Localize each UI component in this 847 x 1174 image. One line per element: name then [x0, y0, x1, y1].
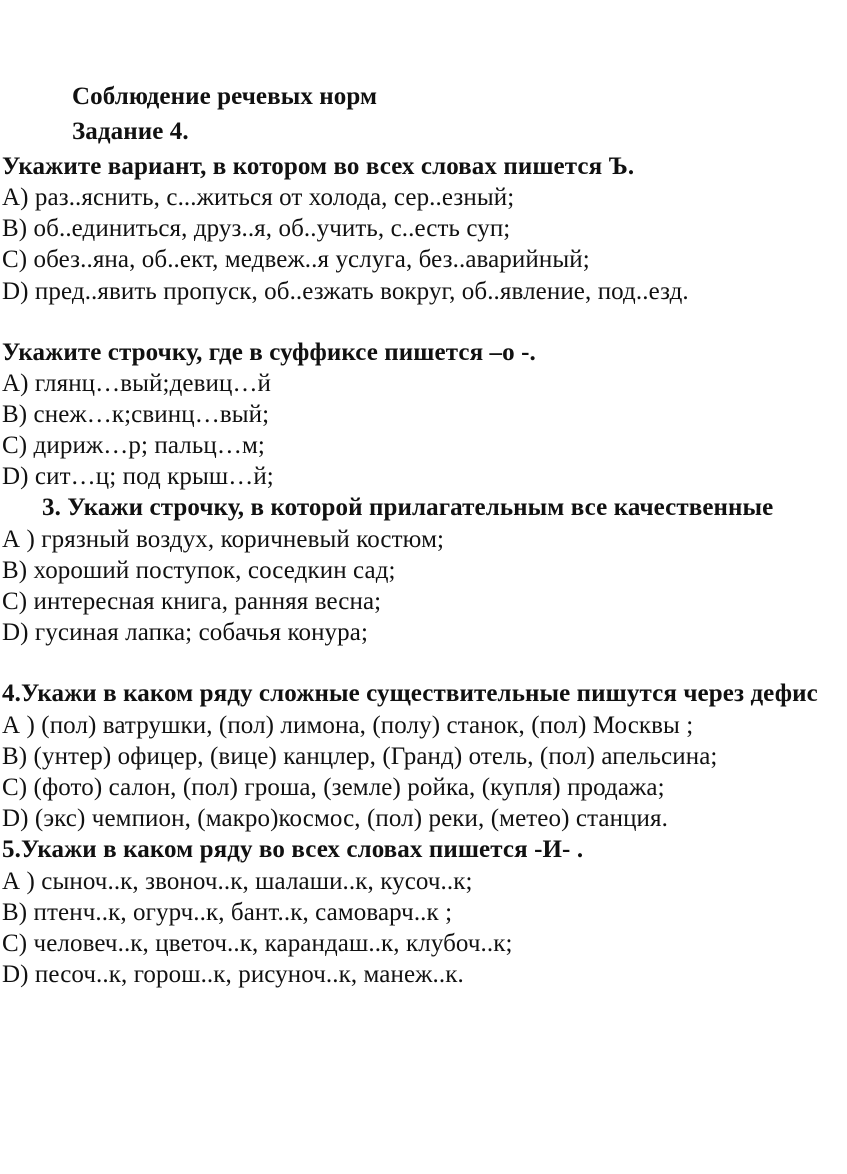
- question-4-option-d: D) (экс) чемпион, (макро)космос, (пол) реки, (метео) станция.: [2, 805, 668, 832]
- question-3-prompt: 3. Укажи строчку, в которой прилагательным все качественные: [42, 494, 774, 521]
- question-3-option-d: D) гусиная лапка; собачья конура;: [2, 619, 368, 646]
- question-4-prompt: 4.Укажи в каком ряду сложные существительные пишутся через дефис: [2, 680, 818, 707]
- question-3-option-c: С) интересная книга, ранняя весна;: [2, 588, 382, 615]
- question-5-prompt: 5.Укажи в каком ряду во всех словах пишется -И- .: [2, 836, 584, 863]
- question-3-option-a: А ) грязный воздух, коричневый костюм;: [2, 526, 445, 553]
- question-1-option-c: С) обез..яна, об..ект, медвеж..я услуга, без..аварийный;: [2, 246, 590, 273]
- question-2-option-b: В) снеж…к;свинц…вый;: [2, 401, 270, 428]
- question-1-option-d: D) пред..явить пропуск, об..езжать вокруг, об..явление, под..езд.: [2, 278, 689, 305]
- task-number: Задание 4.: [72, 118, 189, 145]
- question-5-option-d: D) песоч..к, горош..к, рисуноч..к, манеж..к.: [2, 961, 464, 988]
- question-1-option-a: А) раз..яснить, с...житься от холода, сер..езный;: [2, 184, 515, 211]
- question-5-option-c: С) человеч..к, цветоч..к, карандаш..к, клубоч..к;: [2, 930, 513, 957]
- question-2-option-d: D) сит…ц; под крыш…й;: [2, 463, 274, 490]
- question-4-option-c: С) (фото) салон, (пол) гроша, (земле) ройка, (купля) продажа;: [2, 774, 665, 801]
- question-2-option-a: А) глянц…вый;девиц…й: [2, 370, 272, 397]
- question-1-prompt: Укажите вариант, в котором во всех словах пишется Ъ.: [2, 153, 635, 180]
- question-5-option-a: А ) сыноч..к, звоноч..к, шалаши..к, кусоч..к;: [2, 868, 473, 895]
- question-1-option-b: В) об..единиться, друз..я, об..учить, с..есть суп;: [2, 215, 511, 242]
- question-3-option-b: В) хороший поступок, соседкин сад;: [2, 557, 396, 584]
- question-4-option-a: А ) (пол) ватрушки, (пол) лимона, (полу) станок, (пол) Москвы ;: [2, 712, 694, 739]
- question-5-option-b: В) птенч..к, огурч..к, бант..к, самоварч..к ;: [2, 899, 453, 926]
- question-2-prompt: Укажите строчку, где в суффиксе пишется –о -.: [2, 339, 536, 366]
- page-title: Соблюдение речевых норм: [72, 83, 378, 110]
- question-2-option-c: С) дириж…р; пальц…м;: [2, 432, 265, 459]
- question-4-option-b: В) (унтер) офицер, (вице) канцлер, (Гранд) отель, (пол) апельсина;: [2, 743, 718, 770]
